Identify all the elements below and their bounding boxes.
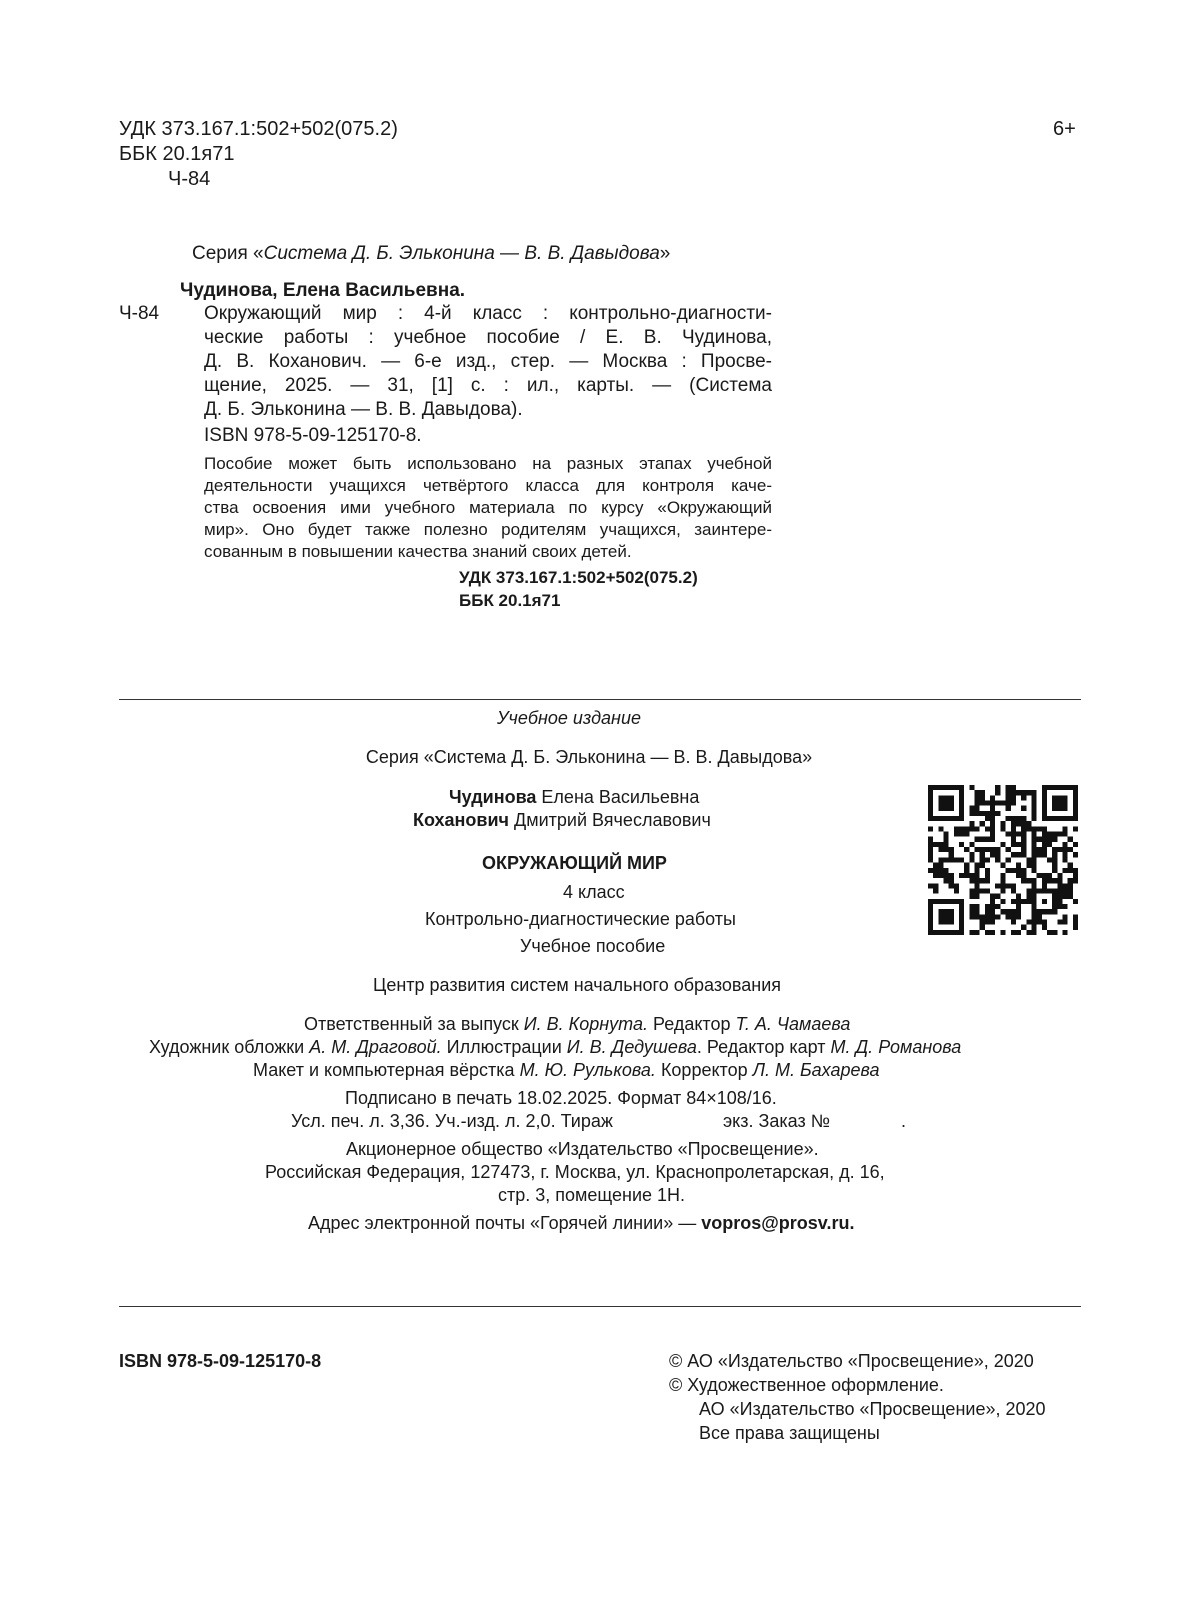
header-author-mark: Ч-84 [168, 168, 211, 190]
book-title: ОКРУЖАЮЩИЙ МИР [482, 853, 667, 873]
hotline [308, 1211, 854, 1235]
illustrations-name: И. В. Дедушева [566, 1037, 697, 1057]
card-abstract-line: сованным в повышении качества знаний своих детей. [204, 542, 632, 561]
corrector-label: Корректор [655, 1060, 753, 1080]
card-bbk: ББК 20.1я71 [459, 591, 561, 610]
imprint-author-2 [413, 808, 711, 832]
layout-label: Макет и компьютерная вёрстка [253, 1060, 520, 1080]
card-abstract-line: ства освоения ими учебного материала по курсу «Окружающий [204, 498, 772, 517]
card-series-title: Система Д. Б. Эльконина — В. В. Давыдова [263, 243, 660, 264]
card-description [204, 302, 772, 422]
signed-for-print: Подписано в печать 18.02.2025. Формат 84×108/16. [345, 1088, 777, 1108]
publisher-address-2: стр. 3, помещение 1Н. [498, 1185, 686, 1205]
hotline-label: Адрес электронной почты «Горячей линии» — [308, 1213, 702, 1233]
card-description-line: Д. Б. Эльконина — В. В. Давыдова). [204, 399, 523, 420]
book-grade: 4 класс [563, 882, 625, 902]
card-series-prefix: Серия « [192, 243, 264, 264]
card-description-line: Д. В. Кoханович. — 6-е изд., стер. — Москва : Просве- [204, 351, 772, 372]
cover-artist-name: А. М. Драговой. [309, 1037, 442, 1057]
card-description-line: щение, 2025. — 31, [1] с. : ил., карты. — (Система [204, 375, 772, 396]
card-abstract-line: деятельности учащихся четвёртого класса для контроля каче- [204, 476, 772, 495]
copyright-line: © АО «Издательство «Просвещение», 2020 [669, 1351, 1034, 1371]
map-editor-name: М. Д. Романова [830, 1037, 962, 1057]
layout-name: М. Ю. Рулькова. [519, 1060, 656, 1080]
credits-line-2 [149, 1035, 961, 1059]
header-udk: УДК 373.167.1:502+502(075.2) [119, 118, 398, 140]
card-series-suffix: » [659, 243, 671, 264]
author-surname: Коханович [413, 810, 510, 830]
divider-bottom [119, 1306, 1081, 1307]
copyright-line: АО «Издательство «Просвещение», 2020 [699, 1399, 1046, 1419]
imprint-author-1 [449, 785, 699, 809]
editor-label: Редактор [647, 1014, 736, 1034]
copyright-line: Все права защищены [699, 1423, 880, 1443]
card-description-line: ческие работы : учебное пособие / Е. В. Чудинова, [204, 327, 772, 348]
illustrations-label: Иллюстрации [441, 1037, 567, 1057]
map-editor-label: . Редактор карт [696, 1037, 831, 1057]
publisher-name: Акционерное общество «Издательство «Просвещение». [346, 1139, 819, 1159]
book-subtitle: Контрольно-диагностические работы [425, 909, 736, 929]
credits-line-3 [253, 1058, 880, 1082]
footer-isbn: ISBN 978-5-09-125170-8 [119, 1351, 322, 1371]
author-name: Дмитрий Вячеславович [509, 810, 711, 830]
divider-top [119, 699, 1081, 700]
card-abstract-line: мир». Оно будет также полезно родителям учащихся, заинтере- [204, 520, 772, 539]
card-abstract-line: Пособие может быть использовано на разных этапах учебной [204, 454, 772, 473]
editor-name: Т. А. Чамаева [735, 1014, 851, 1034]
author-name: Елена Васильевна [536, 787, 700, 807]
responsible-label: Ответственный за выпуск [304, 1014, 524, 1034]
card-mark: Ч-84 [119, 303, 160, 324]
card-abstract [204, 453, 772, 563]
cover-artist-label: Художник обложки [149, 1037, 310, 1057]
order-end: . [901, 1111, 907, 1131]
book-type: Учебное пособие [520, 936, 666, 956]
copyright-line: © Художественное оформление. [669, 1375, 944, 1395]
publisher-address: Российская Федерация, 127473, г. Москва, ул. Краснопролетарская, д. 16, [265, 1162, 885, 1182]
corrector-name: Л. М. Бахарева [752, 1060, 880, 1080]
card-udk: УДК 373.167.1:502+502(075.2) [459, 568, 698, 587]
author-surname: Чудинова [449, 787, 537, 807]
edition-type: Учебное издание [497, 708, 641, 728]
age-rating: 6+ [1053, 118, 1076, 140]
copies-order: экз. Заказ № [723, 1111, 831, 1131]
card-isbn: ISBN 978-5-09-125170-8. [204, 425, 422, 446]
responsible-name: И. В. Корнута. [523, 1014, 648, 1034]
card-series [192, 242, 670, 266]
card-author-heading: Чудинова, Елена Васильевна. [180, 280, 466, 301]
credits-line-1 [304, 1012, 850, 1036]
card-description-line: Окружающий мир : 4-й класс : контрольно-диагности- [204, 303, 772, 324]
print-sheets: Усл. печ. л. 3,36. Уч.-изд. л. 2,0. Тираж [291, 1111, 613, 1131]
hotline-email: vopros@prosv.ru. [701, 1213, 855, 1233]
imprint-series: Серия «Система Д. Б. Эльконина — В. В. Давыдова» [365, 747, 813, 767]
header-bbk: ББК 20.1я71 [119, 143, 235, 165]
education-center: Центр развития систем начального образования [373, 975, 782, 995]
qr-code [928, 785, 1078, 935]
